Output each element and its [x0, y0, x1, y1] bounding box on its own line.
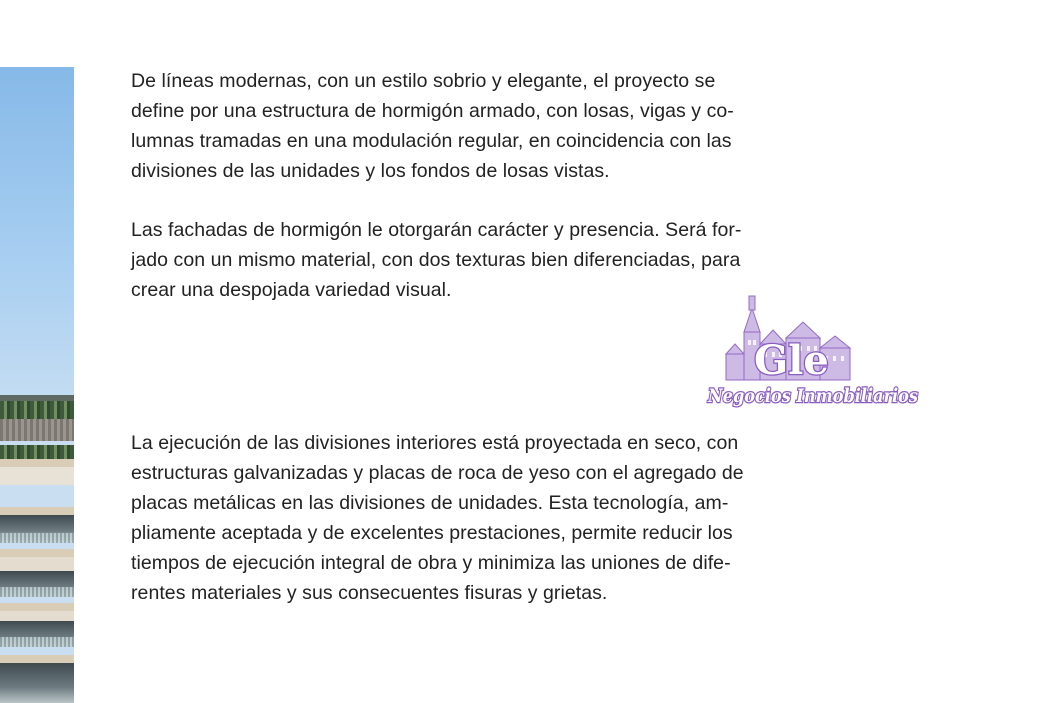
photo-window [0, 663, 74, 703]
photo-slab [0, 603, 74, 611]
photo-sky [0, 67, 74, 397]
watermark-monogram: Gle [754, 337, 829, 384]
gle-watermark-logo [706, 292, 920, 410]
text-line: crear una despojada variedad visual. [131, 279, 452, 301]
text-line: pliamente aceptada y de excelentes prestaciones, permite reducir los [131, 522, 733, 544]
watermark-tagline: Negocios Inmobiliarios [707, 385, 919, 407]
photo-wall [0, 611, 74, 621]
photo-railing [0, 637, 74, 647]
photo-rooftop-plants [0, 401, 74, 419]
photo-railing [0, 533, 74, 543]
text-line: De líneas modernas, con un estilo sobrio y elegante, el proyecto se [131, 70, 716, 92]
text-line: La ejecución de las divisiones interiores está proyectada en seco, con [131, 432, 739, 454]
photo-plants [0, 445, 74, 459]
paragraph-structure [131, 66, 871, 186]
text-line: Las fachadas de hormigón le otorgarán carácter y presencia. Será for- [131, 219, 742, 241]
text-line: rentes materiales y sus consecuentes fisuras y grietas. [131, 582, 608, 604]
text-line: estructuras galvanizadas y placas de roca de yeso con el agregado de [131, 462, 744, 484]
photo-slab [0, 549, 74, 557]
photo-slab [0, 507, 74, 515]
text-line: define por una estructura de hormigón armado, con losas, vigas y co- [131, 100, 734, 122]
text-line: jado con un mismo material, con dos texturas bien diferenciadas, para [131, 249, 741, 271]
photo-slab [0, 459, 74, 467]
text-line: divisiones de las unidades y los fondos de losas vistas. [131, 160, 610, 182]
paragraph-interior-divisions [131, 428, 744, 608]
text-line: lumnas tramadas en una modulación regular, en coincidencia con las [131, 130, 732, 152]
photo-wall [0, 557, 74, 571]
building-photo [0, 67, 74, 703]
photo-wall [0, 467, 74, 485]
text-line: placas metálicas en las divisiones de unidades. Esta tecnología, am- [131, 492, 729, 514]
text-line: tiempos de ejecución integral de obra y minimiza las uniones de dife- [131, 552, 731, 574]
photo-railing [0, 587, 74, 597]
photo-facade-floor [0, 419, 74, 441]
photo-slab [0, 655, 74, 663]
